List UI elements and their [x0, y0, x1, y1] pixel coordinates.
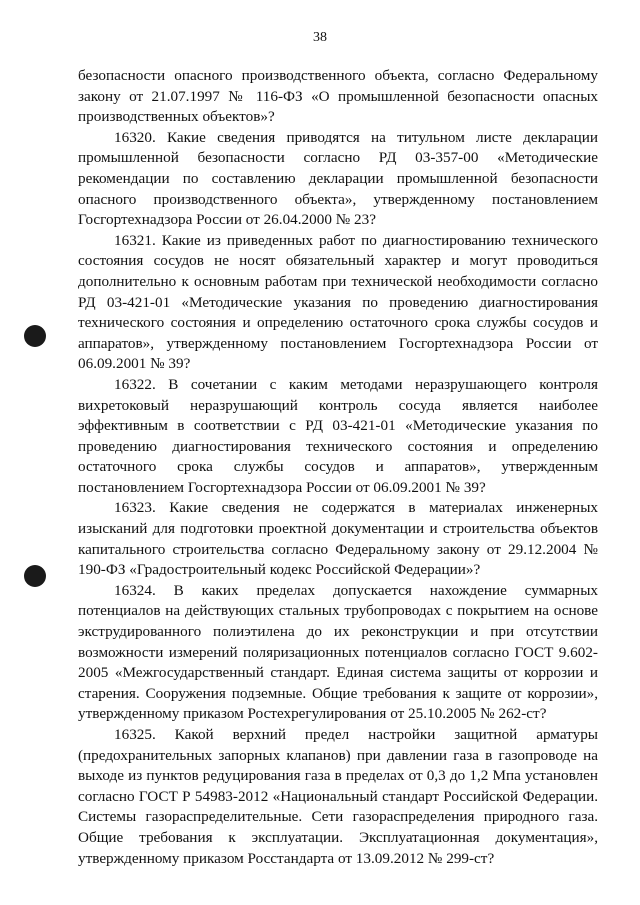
page-number: 38	[313, 30, 327, 45]
question-16323: 16323. Какие сведения не содержатся в материалах инженерных изысканий для подготовки проектной документации и строительства объектов капитального строительства согласно Федеральному закону от 29.12.2004 № 190-ФЗ «Градостроительный кодекс Российской Федерации»?	[78, 499, 598, 579]
question-16322: 16322. В сочетании с каким методами неразрушающего контроля вихретоковый неразрушающий контроль сосуда является наиболее эффективным в соответствии с РД 03-421-01 «Методические указания по проведению диагностирования технического состояния и определению остаточного срока службы сосудов и аппаратов», утвержденным постановлением Госгортехнадзора России от 06.09.2001 № 39?	[78, 375, 598, 496]
punch-hole-mark	[24, 565, 46, 587]
paragraph-continuation: безопасности опасного производственного объекта, согласно Федеральному закону от 21.07.1997 № 116-ФЗ «О промышленной безопасности опасных производственных объектов»?	[78, 67, 598, 126]
question-16320: 16320. Какие сведения приводятся на титульном листе декларации промышленной безопасности согласно РД 03-357-00 «Методические рекомендации по составлению декларации промышленной безопасности опасного производственного объекта», утвержденному постановлением Госгортехнадзора России от 26.04.2000 № 23?	[78, 128, 598, 229]
question-16321: 16321. Какие из приведенных работ по диагностированию технического состояния сосудов не носят обязательный характер и могут проводиться дополнительно к основным работам при технической необходимости согласно РД 03-421-01 «Методические указания по проведению диагностирования технического состояния и определению остаточного срока службы сосудов и аппаратов», утвержденному постановлением Госгортехнадзора России от 06.09.2001 № 39?	[78, 231, 598, 373]
document-body	[78, 66, 598, 869]
question-16324: 16324. В каких пределах допускается нахождение суммарных потенциалов на действующих стальных трубопроводах с покрытием на основе экструдированного полиэтилена до их реконструкции и при отсутствии возможности измерений поляризационных потенциалов согласно ГОСТ 9.602-2005 «Межгосударственный стандарт. Единая система защиты от коррозии и старения. Сооружения подземные. Общие требования к защите от коррозии», утвержденному приказом Ростехрегулирования от 25.10.2005 № 262-ст?	[78, 581, 598, 723]
question-16325: 16325. Какой верхний предел настройки защитной арматуры (предохранительных запорных клапанов) при давлении газа в газопроводе на выходе из пунктов редуцирования газа в пределах от 0,3 до 1,2 Мпа установлен согласно ГОСТ Р 54983-2012 «Национальный стандарт Российской Федерации. Системы газораспределительные. Сети газораспределения природного газа. Общие требования к эксплуатации. Эксплуатационная документация», утвержденному приказом Росстандарта от 13.09.2012 № 299-ст?	[78, 726, 598, 867]
punch-hole-mark	[24, 325, 46, 347]
